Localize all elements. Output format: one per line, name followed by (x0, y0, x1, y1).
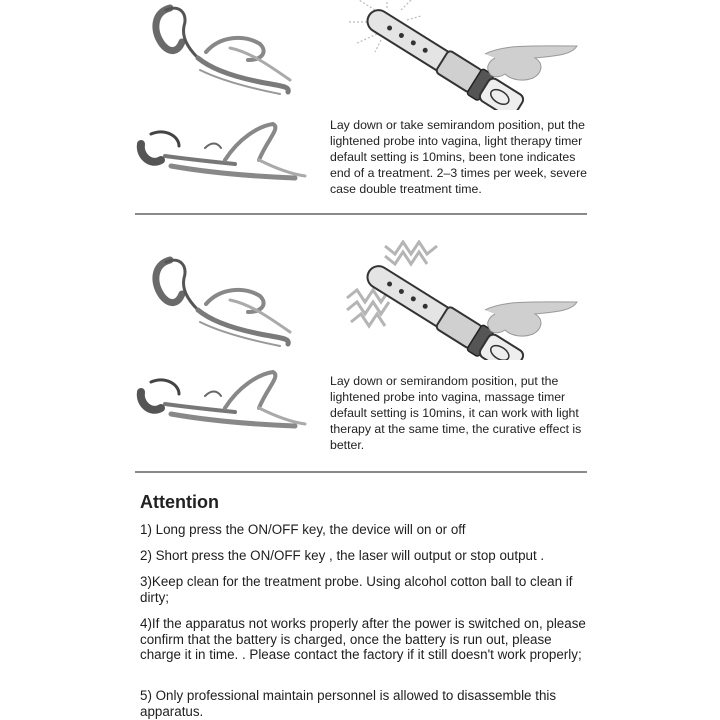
attention-item-1: 1) Long press the ON/OFF key, the device will on or off (140, 522, 466, 537)
attention-heading: Attention (140, 492, 219, 512)
woman-semi-reclining-illustration (140, 252, 310, 352)
attention-item-2: 2) Short press the ON/OFF key , the laser will output or stop output . (140, 548, 545, 563)
attention-item-4: 4)If the apparatus not works properly after the power is switched on, please confirm that the battery is charged, once the battery is run out, please charge it in time. . Please contact the factory if it still doesn't work properly; (140, 616, 586, 662)
step-2-section (0, 240, 720, 470)
step-1-section (0, 0, 720, 215)
woman-semi-reclining-illustration (140, 0, 310, 100)
woman-lying-illustration (135, 368, 310, 438)
massage-probe-illustration (345, 240, 595, 360)
light-therapy-probe-illustration (345, 0, 595, 110)
step-1-description: Lay down or take semirandom position, put the lightened probe into vagina, light therapy timer default setting is 10mins, been tone indicates end of a treatment. 2–3 times per week, severe case double treatment time. (330, 118, 588, 196)
attention-item-3: 3)Keep clean for the treatment probe. Using alcohol cotton ball to clean if dirty; (140, 574, 573, 605)
attention-item-5: 5) Only professional maintain personnel is allowed to disassemble this apparatus. (140, 688, 557, 719)
step-2-description: Lay down or semirandom position, put the lightened probe into vagina, massage timer default setting is 10mins, it can work with light therapy at the same time, the curative effect is better. (330, 374, 582, 452)
section-divider-2 (135, 471, 587, 473)
woman-lying-illustration (135, 120, 310, 190)
section-divider-1 (135, 213, 587, 215)
